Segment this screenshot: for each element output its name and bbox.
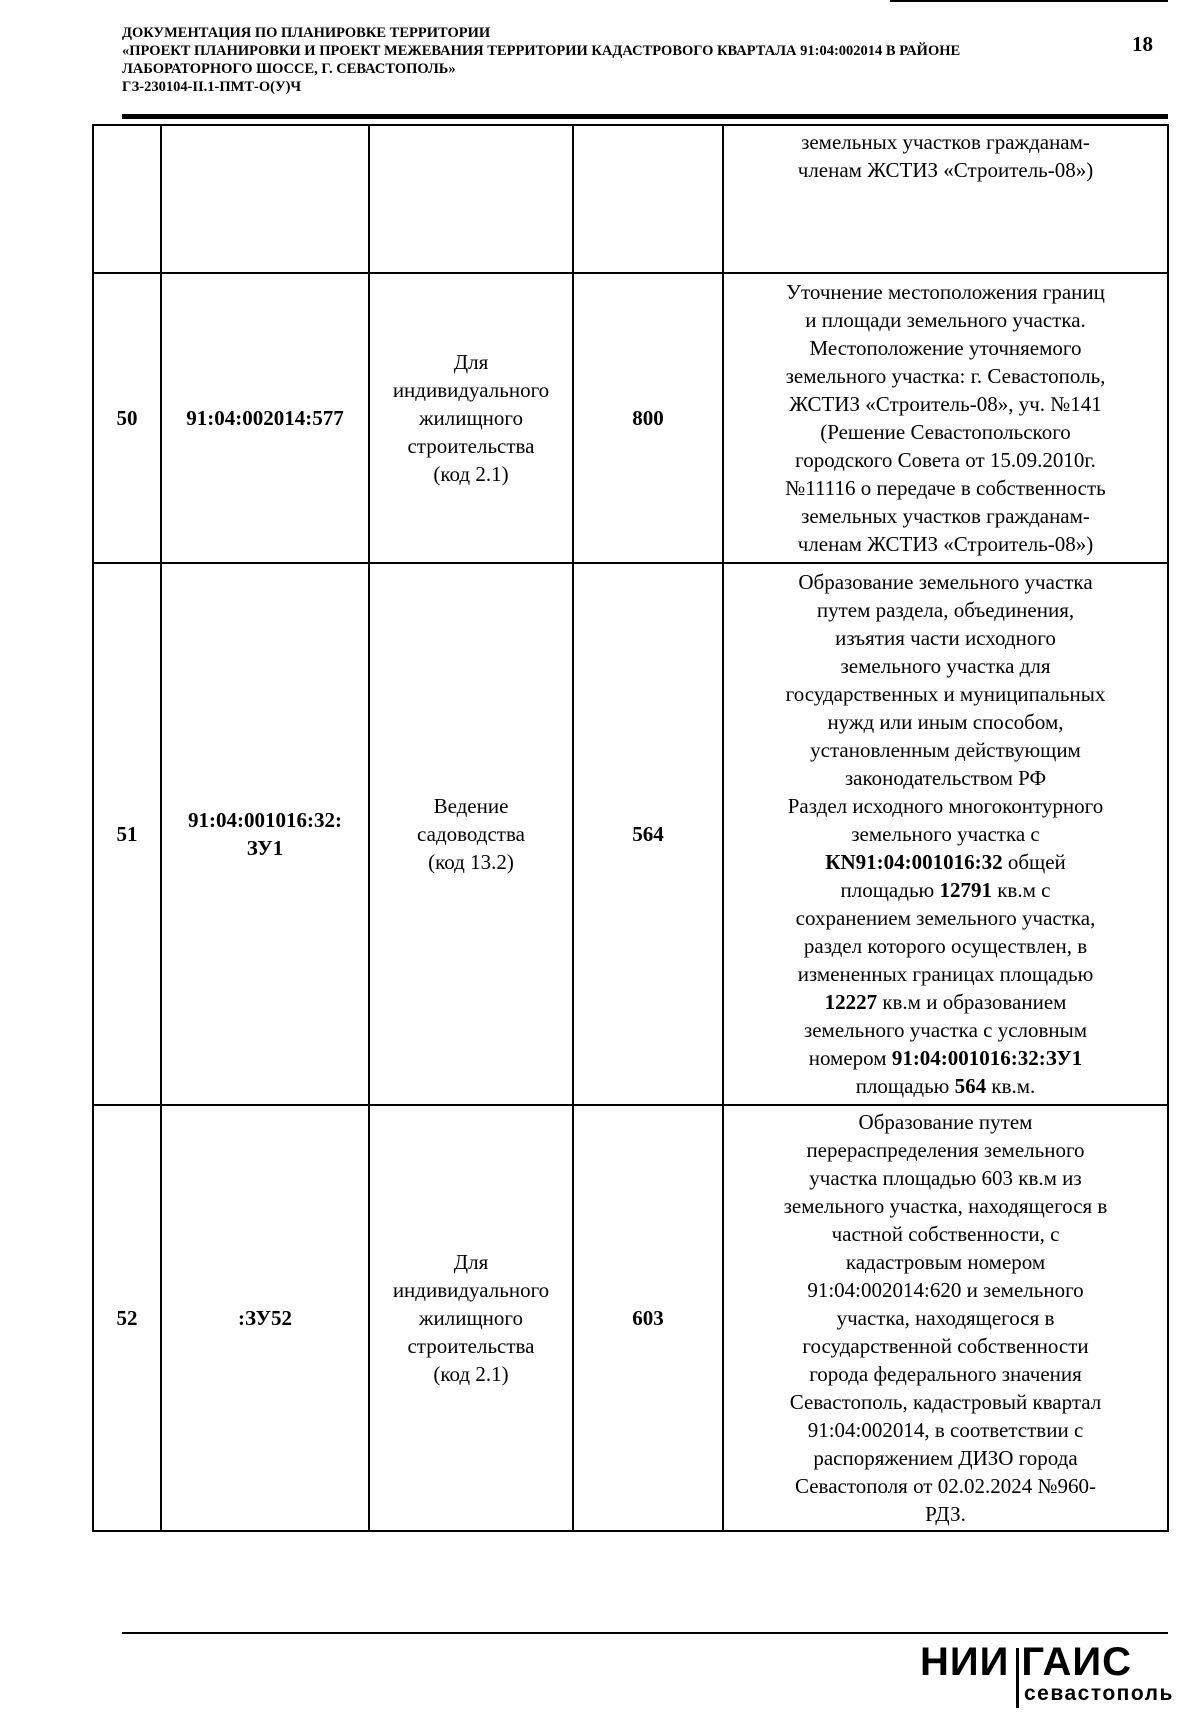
description <box>723 563 1168 1105</box>
desc-fragment: площадью <box>855 1074 955 1098</box>
cadastral-number: :ЗУ52 <box>161 1105 369 1531</box>
description-line: Севастополь, кадастровый квартал <box>789 1390 1102 1414</box>
description-line: и площади земельного участка. <box>805 308 1086 332</box>
use-line: (код 2.1) <box>433 462 509 486</box>
description-line: частной собственности, с <box>831 1222 1060 1246</box>
permitted-use <box>369 125 573 273</box>
table-row <box>93 125 1168 273</box>
description-line: 91:04:002014:620 и земельного <box>807 1278 1084 1302</box>
parcels-table <box>92 124 1169 1532</box>
description-line: участка площадью 603 кв.м из <box>809 1166 1082 1190</box>
area <box>573 125 723 273</box>
description-line: земельного участка для <box>840 654 1051 678</box>
use-line: Ведение садоводства <box>417 794 525 846</box>
description-line: Образование земельного участка <box>798 570 1093 594</box>
cadastral-number-line: 91:04:001016:32: <box>188 808 342 832</box>
use-line: (код 13.2) <box>428 850 514 874</box>
desc-fragment: номером <box>808 1046 892 1070</box>
table-row <box>93 1105 1168 1531</box>
desc-fragment: 91:04:001016:32 <box>855 850 1003 874</box>
description-line: РДЗ. <box>925 1502 966 1526</box>
desc-fragment: кв.м с <box>991 878 1051 902</box>
description-line: членам ЖСТИЗ «Строитель-08») <box>797 532 1094 556</box>
description-line: земельного участка с условным <box>803 1018 1088 1042</box>
desc-fragment: кв.м и образованием <box>877 990 1067 1014</box>
use-line: строительства <box>407 1334 535 1358</box>
desc-fragment: общей <box>1002 850 1066 874</box>
description-line: Образование путем <box>858 1110 1033 1134</box>
cadastral-number-line: ЗУ1 <box>246 836 284 860</box>
header-rule <box>122 114 1168 119</box>
description-line: нужд или иным способом, <box>827 710 1064 734</box>
cadastral-number: 91:04:002014:577 <box>161 273 369 563</box>
logo-right: ГАИС <box>1021 1640 1133 1684</box>
document-header <box>122 24 1102 96</box>
row-number: 51 <box>93 563 161 1105</box>
desc-fragment: 564 <box>954 1074 987 1098</box>
area: 603 <box>573 1105 723 1531</box>
permitted-use <box>369 1105 573 1531</box>
corner-rule <box>890 0 1168 2</box>
description-line: путем раздела, объединения, <box>816 598 1075 622</box>
area: 564 <box>573 563 723 1105</box>
table-row <box>93 563 1168 1105</box>
permitted-use <box>369 273 573 563</box>
table-row <box>93 273 1168 563</box>
header-line-1: ДОКУМЕНТАЦИЯ ПО ПЛАНИРОВКЕ ТЕРРИТОРИИ <box>122 25 491 41</box>
description-line: перераспределения земельного <box>806 1138 1085 1162</box>
desc-fragment: площадью <box>840 878 940 902</box>
description-line: распоряжением ДИЗО города <box>813 1446 1078 1470</box>
description-line: установленным действующим <box>810 738 1081 762</box>
description-line <box>732 848 1159 876</box>
description-line: законодательством РФ <box>844 766 1047 790</box>
logo-subtitle: севастополь <box>1024 1682 1174 1705</box>
logo-left: НИИ <box>920 1640 1010 1684</box>
row-number: 50 <box>93 273 161 563</box>
desc-fragment: КN <box>825 850 856 874</box>
description <box>723 1105 1168 1531</box>
description-line: Раздел исходного многоконтурного <box>787 794 1104 818</box>
description-line <box>732 1072 1159 1100</box>
description-line: раздел которого осуществлен, в <box>803 934 1088 958</box>
row-number: 52 <box>93 1105 161 1531</box>
logo-separator <box>1016 1648 1019 1708</box>
description-line: земельного участка, находящегося в <box>783 1194 1108 1218</box>
cadastral-number <box>161 125 369 273</box>
footer-rule <box>122 1632 1168 1634</box>
description-line: сохранением земельного участка, <box>795 906 1096 930</box>
description-line: 91:04:002014, в соответствии с <box>807 1418 1084 1442</box>
description-line: земельных участков гражданам- <box>801 130 1090 154</box>
description-line: Севастополя от 02.02.2024 №960- <box>794 1474 1097 1498</box>
use-line: Для индивидуального <box>392 350 550 402</box>
description-line: кадастровым номером <box>845 1250 1046 1274</box>
description-line: членам ЖСТИЗ «Строитель-08») <box>797 158 1094 182</box>
description-line: участка, находящегося в <box>836 1306 1055 1330</box>
description-line: земельных участков гражданам- <box>801 504 1090 528</box>
row-number <box>93 125 161 273</box>
use-line: жилищного <box>419 406 523 430</box>
description-line: государственных и муниципальных <box>785 682 1106 706</box>
description-line: изъятия части исходного <box>835 626 1056 650</box>
description-line: государственной собственности <box>802 1334 1089 1358</box>
area: 800 <box>573 273 723 563</box>
company-logo <box>920 1640 1174 1710</box>
description-line: земельного участка с <box>851 822 1040 846</box>
cadastral-number <box>161 563 369 1105</box>
logo-wordmark <box>920 1640 1132 1684</box>
page-number: 18 <box>1132 32 1153 56</box>
use-line: строительства <box>407 434 535 458</box>
description-line: земельного участка: г. Севастополь, <box>785 364 1106 388</box>
permitted-use <box>369 563 573 1105</box>
description <box>723 273 1168 563</box>
description-line: города федерального значения <box>809 1362 1082 1386</box>
desc-fragment: 12791 <box>939 878 992 902</box>
description-line <box>732 1044 1159 1072</box>
description-line: №11116 о передаче в собственность <box>785 476 1106 500</box>
description-line: (Решение Севастопольского <box>820 420 1071 444</box>
description-line <box>732 876 1159 904</box>
description-line: городского Совета от 15.09.2010г. <box>795 448 1096 472</box>
use-line: жилищного <box>419 1306 523 1330</box>
description-line: ЖСТИЗ «Строитель-08», уч. №141 <box>789 392 1102 416</box>
header-line-4: ГЗ-230104-II.1-ПМТ-О(У)Ч <box>122 79 302 95</box>
description-line <box>732 988 1159 1016</box>
description-line: Уточнение местоположения границ <box>786 280 1105 304</box>
use-line: Для индивидуального <box>392 1250 550 1302</box>
desc-fragment: 91:04:001016:32:ЗУ1 <box>891 1046 1083 1070</box>
header-line-2: «ПРОЕКТ ПЛАНИРОВКИ И ПРОЕКТ МЕЖЕВАНИЯ ТЕРРИТОРИИ КАДАСТРОВОГО КВАРТАЛА 91:04:002014 В РАЙОНЕ <box>122 43 961 59</box>
description <box>723 125 1168 273</box>
use-line: (код 2.1) <box>433 1362 509 1386</box>
desc-fragment: 12227 <box>824 990 878 1014</box>
description-line: измененных границах площадью <box>797 962 1094 986</box>
header-line-3: ЛАБОРАТОРНОГО ШОССЕ, Г. СЕВАСТОПОЛЬ» <box>122 61 456 77</box>
desc-fragment: кв.м. <box>986 1074 1036 1098</box>
description-line: Местоположение уточняемого <box>809 336 1082 360</box>
